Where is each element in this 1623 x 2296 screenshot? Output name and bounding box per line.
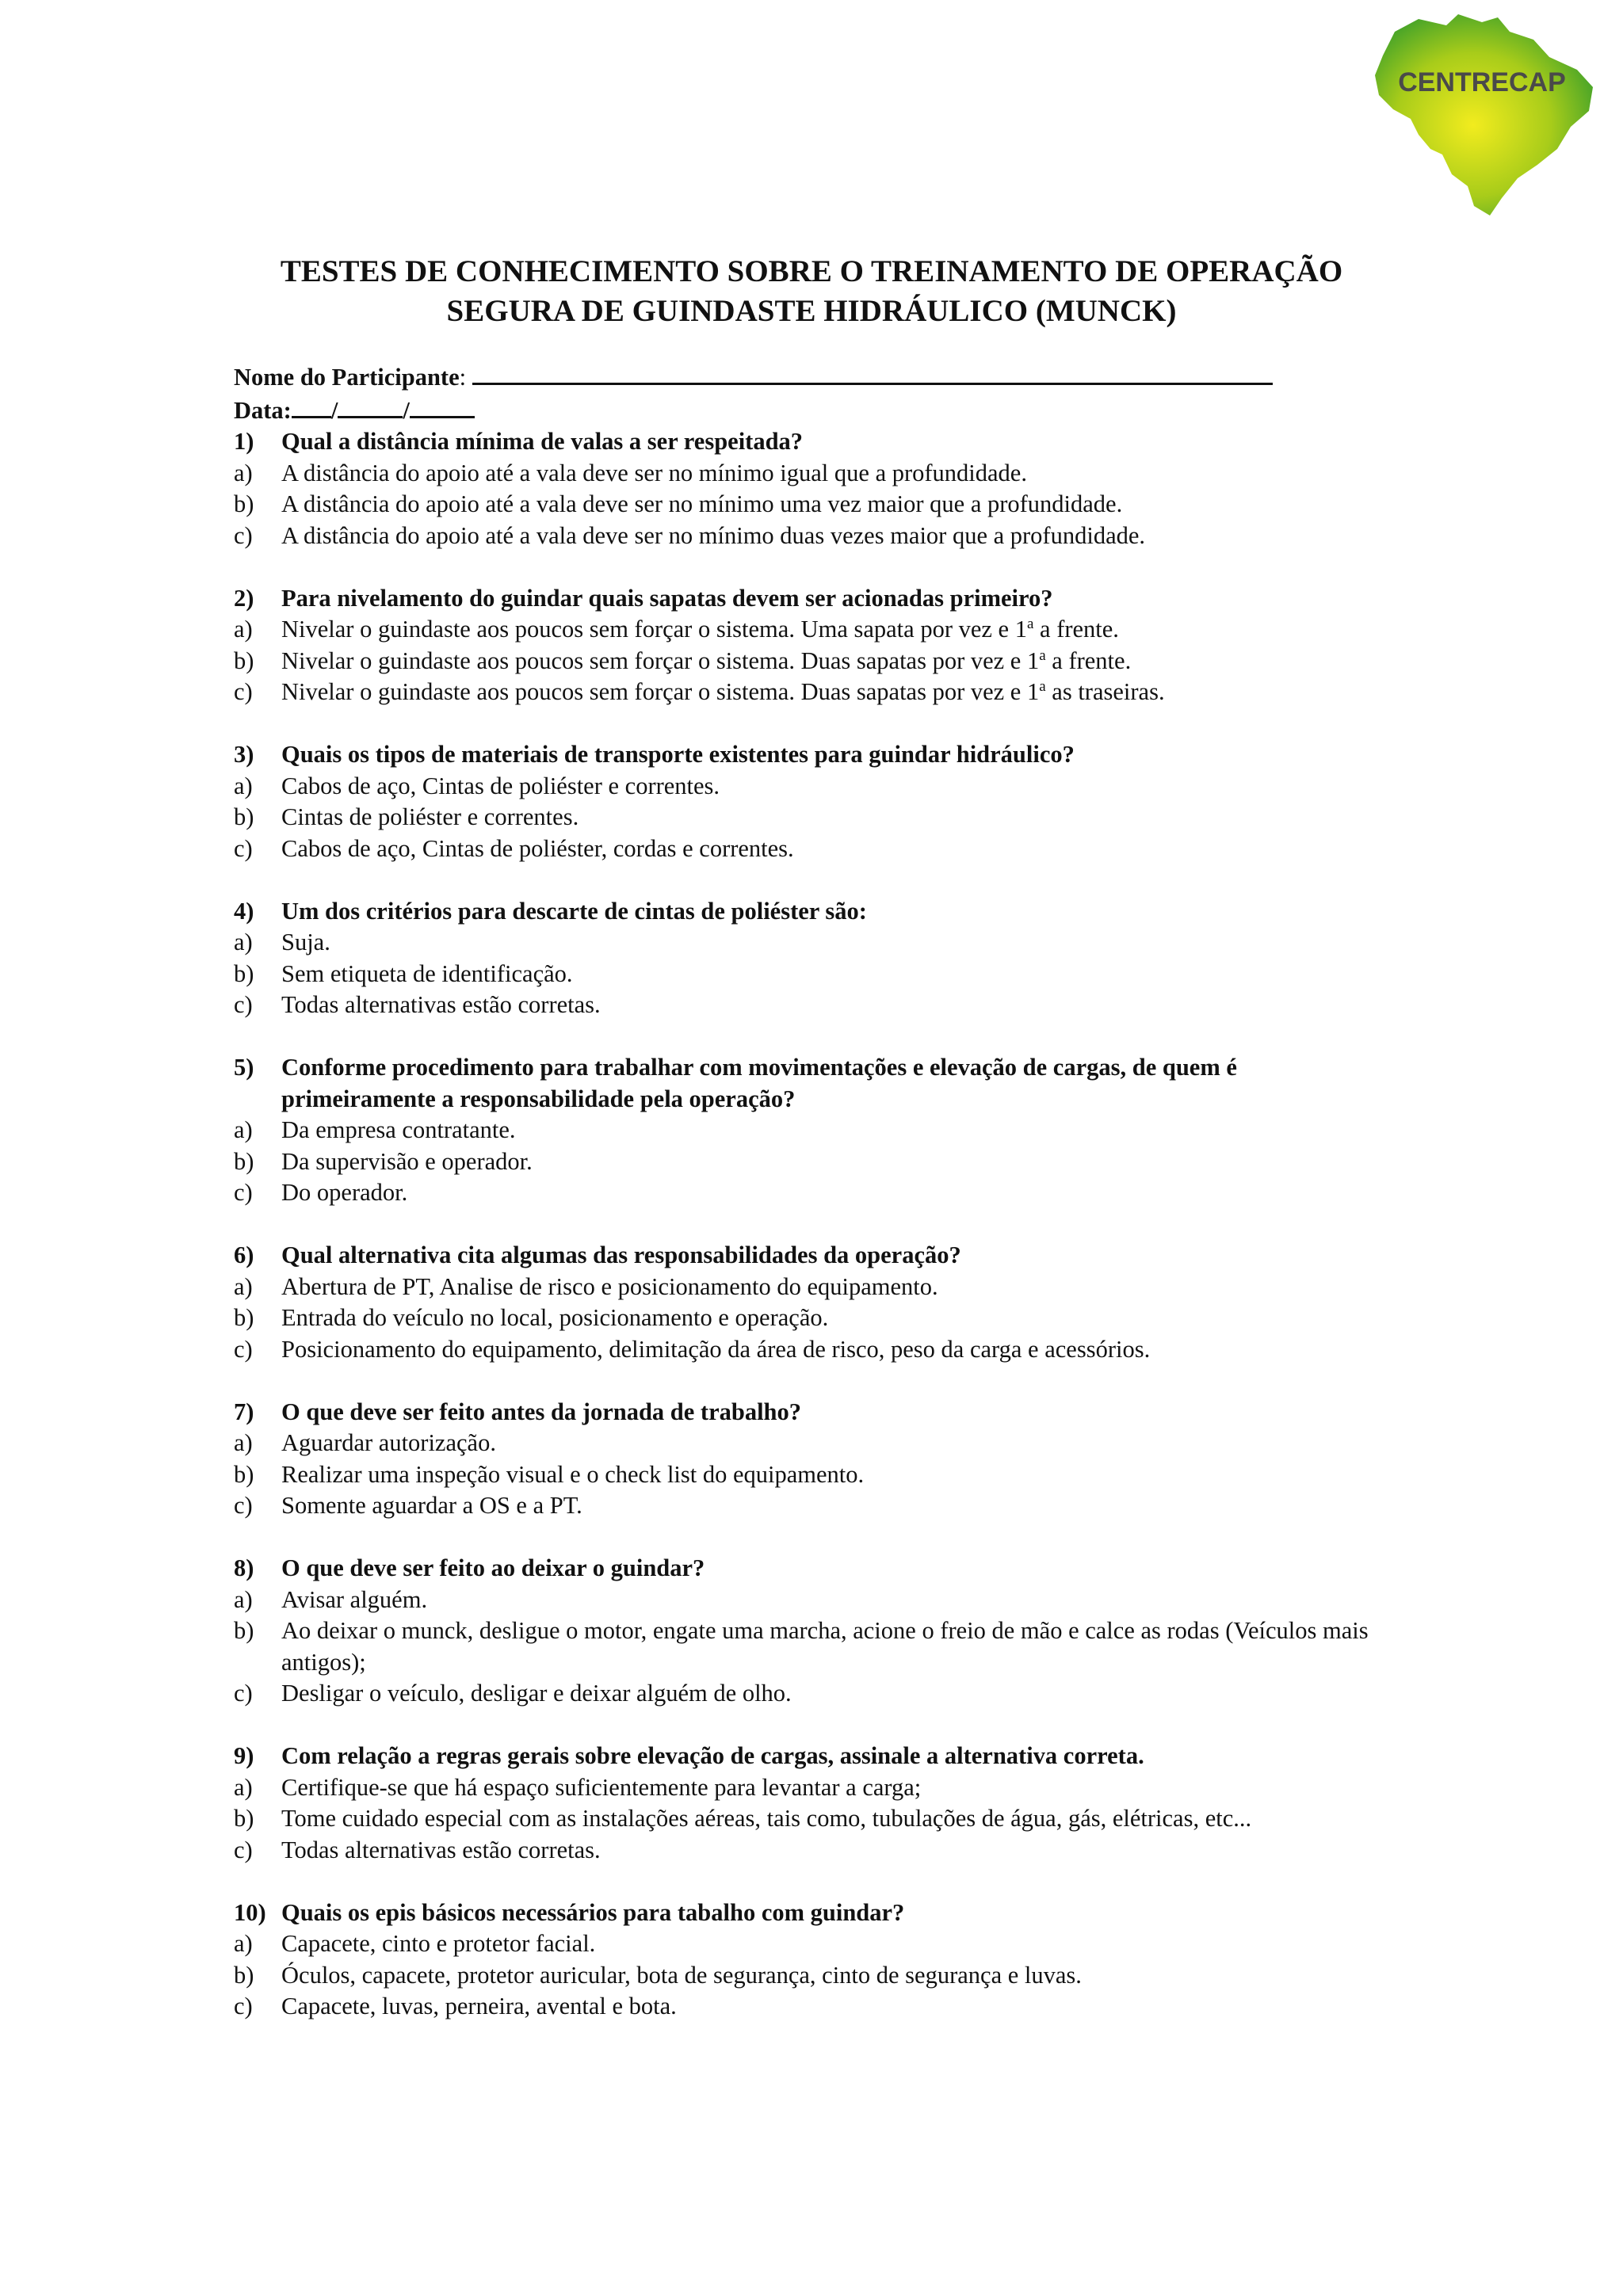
brazil-map-icon (1363, 8, 1601, 222)
question-number: 5) (234, 1054, 254, 1081)
answer-option (234, 521, 1391, 552)
answer-option (234, 1772, 1391, 1804)
question-text: Quais os epis básicos necessários para tabalho com guindar? (281, 1898, 905, 1926)
answer-option (234, 1177, 1391, 1209)
answer-option (234, 1459, 1391, 1491)
answer-option (234, 1146, 1391, 1178)
answer-option (234, 1490, 1391, 1522)
question-text: Um dos critérios para descarte de cintas de poliéster são: (281, 897, 867, 925)
date-year-field[interactable] (410, 394, 475, 418)
question-text: Qual a distância mínima de valas a ser respeitada? (281, 428, 804, 455)
answer-option (234, 771, 1391, 803)
ordinal-superscript: a (1026, 615, 1034, 632)
question-text: Com relação a regras gerais sobre elevação de cargas, assinale a alternativa correta. (281, 1742, 1144, 1769)
option-text: Cabos de aço, Cintas de poliéster, cordas e correntes. (281, 834, 794, 862)
answer-option (234, 959, 1391, 990)
option-text: Somente aguardar a OS e a PT. (281, 1492, 582, 1519)
answer-option (234, 1835, 1391, 1867)
option-text (281, 646, 1391, 677)
question-list (234, 426, 1391, 2023)
option-label: c) (234, 834, 253, 862)
question-row (234, 1741, 1391, 1772)
answer-option (234, 833, 1391, 865)
answer-option (234, 1334, 1391, 1366)
answer-option (234, 614, 1391, 646)
question-spacer (234, 864, 1391, 896)
option-label: c) (234, 521, 253, 549)
option-text (281, 614, 1391, 646)
option-text: Da supervisão e operador. (281, 1147, 533, 1175)
question-spacer (234, 1710, 1391, 1741)
question-text: O que deve ser feito ao deixar o guindar? (281, 1554, 705, 1581)
option-label: b) (234, 1460, 254, 1488)
option-text: Todas alternativas estão corretas. (281, 991, 601, 1018)
option-label: c) (234, 1680, 253, 1707)
option-label: c) (234, 1836, 253, 1863)
participant-name-colon: : (459, 364, 467, 391)
question-text: Quais os tipos de materiais de transporte existentes para guindar hidráulico? (281, 741, 1075, 768)
participant-name-row (234, 360, 1391, 394)
option-text-end: a frente. (1045, 646, 1132, 674)
answer-option (234, 927, 1391, 959)
option-label: a) (234, 1585, 253, 1613)
participant-name-field[interactable] (472, 360, 1273, 385)
option-text-start: Nivelar o guindaste aos poucos sem forçar o sistema. Duas sapatas por vez e 1 (281, 646, 1040, 674)
option-label: c) (234, 991, 253, 1018)
option-label: b) (234, 490, 254, 517)
question-spacer (234, 708, 1391, 740)
question-text: Conforme procedimento para trabalhar com movimentações e elevação de cargas, de quem é primeiramente a responsabilidade pela operação? (281, 1054, 1237, 1112)
option-text: Óculos, capacete, protetor auricular, bota de segurança, cinto de segurança e luvas. (281, 1961, 1082, 1989)
option-text: A distância do apoio até a vala deve ser no mínimo igual que a profundidade. (281, 459, 1027, 486)
answer-option (234, 990, 1391, 1021)
question-spacer (234, 1021, 1391, 1053)
option-text: Cintas de poliéster e correntes. (281, 803, 579, 830)
answer-option (234, 1960, 1391, 1992)
question-number: 1) (234, 428, 254, 455)
page-title (0, 252, 1623, 331)
date-month-field[interactable] (338, 394, 403, 418)
option-label: b) (234, 1805, 254, 1832)
question-block (234, 426, 1391, 551)
question-number: 2) (234, 584, 254, 612)
answer-option (234, 1585, 1391, 1616)
question-block (234, 1741, 1391, 1866)
question-block (234, 1052, 1391, 1209)
answer-option (234, 1803, 1391, 1835)
question-number: 3) (234, 741, 254, 768)
option-label: b) (234, 803, 254, 830)
answer-option (234, 1428, 1391, 1459)
question-number: 10) (234, 1898, 266, 1926)
quiz-content (234, 360, 1391, 2023)
date-day-field[interactable] (292, 394, 331, 418)
answer-option (234, 489, 1391, 521)
option-label: a) (234, 772, 253, 799)
question-row (234, 1897, 1391, 1929)
option-text: Cabos de aço, Cintas de poliéster e correntes. (281, 772, 720, 799)
question-number: 8) (234, 1554, 254, 1581)
option-text: Da empresa contratante. (281, 1116, 516, 1143)
option-text-start: Nivelar o guindaste aos poucos sem forçar o sistema. Duas sapatas por vez e 1 (281, 678, 1040, 705)
option-label: b) (234, 1961, 254, 1989)
question-text: Qual alternativa cita algumas das responsabilidades da operação? (281, 1241, 961, 1268)
answer-option (234, 677, 1391, 708)
question-row (234, 1553, 1391, 1585)
option-text: Abertura de PT, Analise de risco e posicionamento do equipamento. (281, 1272, 938, 1300)
option-text: Tome cuidado especial com as instalações aéreas, tais como, tubulações de água, gás, elétricas, etc... (281, 1805, 1252, 1832)
option-label: b) (234, 959, 254, 987)
option-label: c) (234, 1335, 253, 1363)
question-spacer (234, 1866, 1391, 1897)
question-number: 9) (234, 1742, 254, 1769)
question-row (234, 1052, 1391, 1115)
option-label: b) (234, 646, 254, 674)
option-text: A distância do apoio até a vala deve ser no mínimo uma vez maior que a profundidade. (281, 490, 1123, 517)
option-label: a) (234, 929, 253, 955)
date-row (234, 394, 1391, 427)
option-text: Entrada do veículo no local, posicionamento e operação. (281, 1304, 829, 1331)
question-row (234, 739, 1391, 771)
date-label: Data: (234, 396, 292, 424)
option-text-start: Nivelar o guindaste aos poucos sem forçar o sistema. Uma sapata por vez e 1 (281, 616, 1027, 643)
question-block (234, 896, 1391, 1021)
option-text: Posicionamento do equipamento, delimitação da área de risco, peso da carga e acessórios. (281, 1335, 1151, 1363)
option-text: Desligar o veículo, desligar e deixar alguém de olho. (281, 1680, 792, 1707)
option-label: a) (234, 1773, 253, 1801)
title-line-1: TESTES DE CONHECIMENTO SOBRE O TREINAMENTO DE OPERAÇÃO (280, 254, 1343, 288)
question-spacer (234, 1522, 1391, 1554)
question-number: 6) (234, 1241, 254, 1268)
date-separator: / (330, 396, 338, 424)
question-block (234, 739, 1391, 864)
question-block (234, 1553, 1391, 1710)
option-text: Capacete, luvas, perneira, avental e bota. (281, 1993, 677, 2019)
option-label: b) (234, 1617, 254, 1644)
question-text: Para nivelamento do guindar quais sapatas devem ser acionadas primeiro? (281, 584, 1053, 612)
answer-option (234, 1302, 1391, 1334)
option-text: Sem etiqueta de identificação. (281, 959, 573, 987)
answer-option (234, 1928, 1391, 1960)
option-label: c) (234, 678, 253, 705)
question-block (234, 1240, 1391, 1365)
option-label: a) (234, 616, 253, 643)
option-label: a) (234, 1930, 253, 1957)
option-label: c) (234, 1993, 253, 2019)
option-text: Capacete, cinto e protetor facial. (281, 1930, 596, 1957)
participant-name-label: Nome do Participante (234, 364, 460, 391)
answer-option (234, 1115, 1391, 1146)
option-text: Certifique-se que há espaço suficientemente para levantar a carga; (281, 1773, 922, 1801)
option-text: Todas alternativas estão corretas. (281, 1836, 601, 1863)
question-number: 7) (234, 1398, 254, 1425)
question-spacer (234, 1365, 1391, 1397)
question-row (234, 426, 1391, 458)
option-text (281, 677, 1391, 708)
answer-option (234, 458, 1391, 490)
option-label: a) (234, 1429, 253, 1456)
question-text: O que deve ser feito antes da jornada de trabalho? (281, 1398, 802, 1425)
question-block (234, 1897, 1391, 2023)
option-text: Suja. (281, 929, 330, 955)
question-number: 4) (234, 897, 254, 925)
question-row (234, 1240, 1391, 1272)
logo-text: CENTRECAP (1398, 67, 1566, 97)
option-text: Avisar alguém. (281, 1585, 428, 1613)
question-row (234, 896, 1391, 928)
option-label: c) (234, 1492, 253, 1519)
question-row (234, 583, 1391, 615)
option-label: a) (234, 1272, 253, 1300)
date-separator: / (403, 396, 410, 424)
option-text-end: a frente. (1033, 616, 1119, 643)
option-label: a) (234, 459, 253, 486)
option-label: b) (234, 1304, 254, 1331)
option-text-end: as traseiras. (1045, 678, 1165, 705)
question-row (234, 1397, 1391, 1428)
option-text: A distância do apoio até a vala deve ser no mínimo duas vezes maior que a profundidade. (281, 521, 1146, 549)
answer-option (234, 1991, 1391, 2023)
answer-option (234, 802, 1391, 833)
option-text: Ao deixar o munck, desligue o motor, engate uma marcha, acione o freio de mão e calce as rodas (Veículos mais antigos); (281, 1617, 1369, 1676)
option-text: Aguardar autorização. (281, 1429, 496, 1456)
answer-option (234, 1615, 1391, 1678)
question-spacer (234, 1209, 1391, 1241)
option-label: a) (234, 1116, 253, 1143)
option-text: Realizar uma inspeção visual e o check list do equipamento. (281, 1460, 865, 1488)
centrecap-logo (1363, 8, 1601, 222)
option-text: Do operador. (281, 1179, 408, 1206)
question-spacer (234, 551, 1391, 583)
answer-option (234, 1272, 1391, 1303)
option-label: c) (234, 1179, 253, 1206)
ordinal-superscript: a (1039, 677, 1046, 695)
question-block (234, 583, 1391, 708)
answer-option (234, 646, 1391, 677)
option-label: b) (234, 1147, 254, 1175)
ordinal-superscript: a (1039, 646, 1046, 664)
title-line-2: SEGURA DE GUINDASTE HIDRÁULICO (MUNCK) (446, 294, 1177, 328)
question-block (234, 1397, 1391, 1522)
answer-option (234, 1678, 1391, 1710)
